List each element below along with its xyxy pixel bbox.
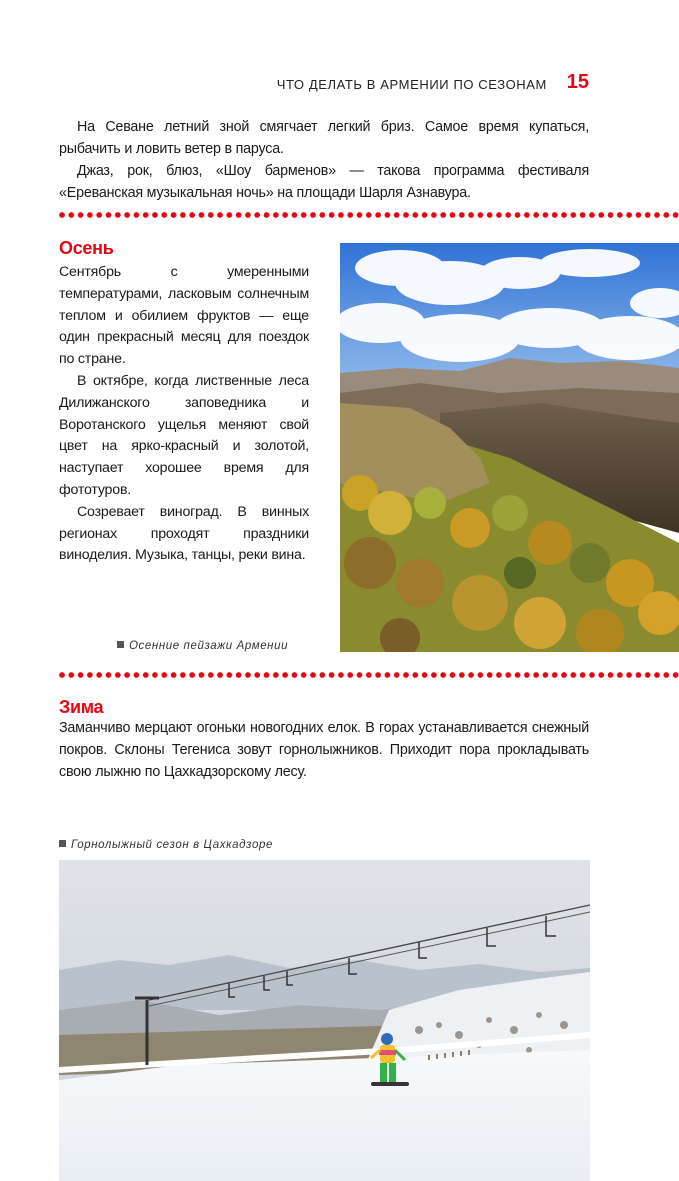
dotted-divider [59, 212, 679, 218]
autumn-paragraph: В октябре, когда лиственные леса Дилижанского заповедника и Воротанского ущелья меняют свой цвет на ярко-красный и золотой, наступает хорошее время для фототуров. [59, 372, 309, 498]
autumn-text [59, 262, 309, 567]
winter-caption-text: Горнолыжный сезон в Цахкадзоре [71, 839, 273, 851]
running-header: ЧТО ДЕЛАТЬ В АРМЕНИИ ПО СЕЗОНАМ [276, 77, 547, 92]
autumn-paragraph: Сентябрь с умеренными температурами, ласковым солнечным теплом и обилием фруктов — еще один прекрасный месяц для поездок по стране. [59, 264, 309, 368]
winter-text [59, 717, 589, 783]
winter-photo [59, 860, 590, 1181]
winter-caption [59, 839, 273, 851]
autumn-caption [117, 640, 288, 652]
winter-paragraph: Заманчиво мерцают огоньки новогодних елок. В горах устанавливается снежный покров. Склоны Тегениса зовут горнолыжников. Приходит пора прокладывать свою лыжню по Цахкадзорскому лесу. [59, 720, 589, 780]
autumn-paragraph: Созревает виноград. В винных регионах проходят праздники виноделия. Музыка, танцы, реки вина. [59, 503, 309, 564]
caption-bullet [59, 840, 66, 847]
autumn-caption-text: Осенние пейзажи Армении [129, 640, 289, 652]
autumn-heading: Осень [59, 238, 114, 258]
intro-paragraph: Джаз, рок, блюз, «Шоу барменов» — такова программа фестиваля «Ереванская музыкальная ночь» на площади Шарля Азнавура. [59, 163, 589, 201]
intro-text [59, 116, 589, 204]
winter-heading: Зима [59, 697, 104, 717]
caption-bullet [117, 641, 124, 648]
intro-paragraph: На Севане летний зной смягчает легкий бриз. Самое время купаться, рыбачить и ловить ветер в паруса. [59, 119, 589, 157]
autumn-photo [340, 243, 679, 652]
dotted-divider [59, 672, 679, 678]
page-number: 15 [566, 71, 589, 93]
